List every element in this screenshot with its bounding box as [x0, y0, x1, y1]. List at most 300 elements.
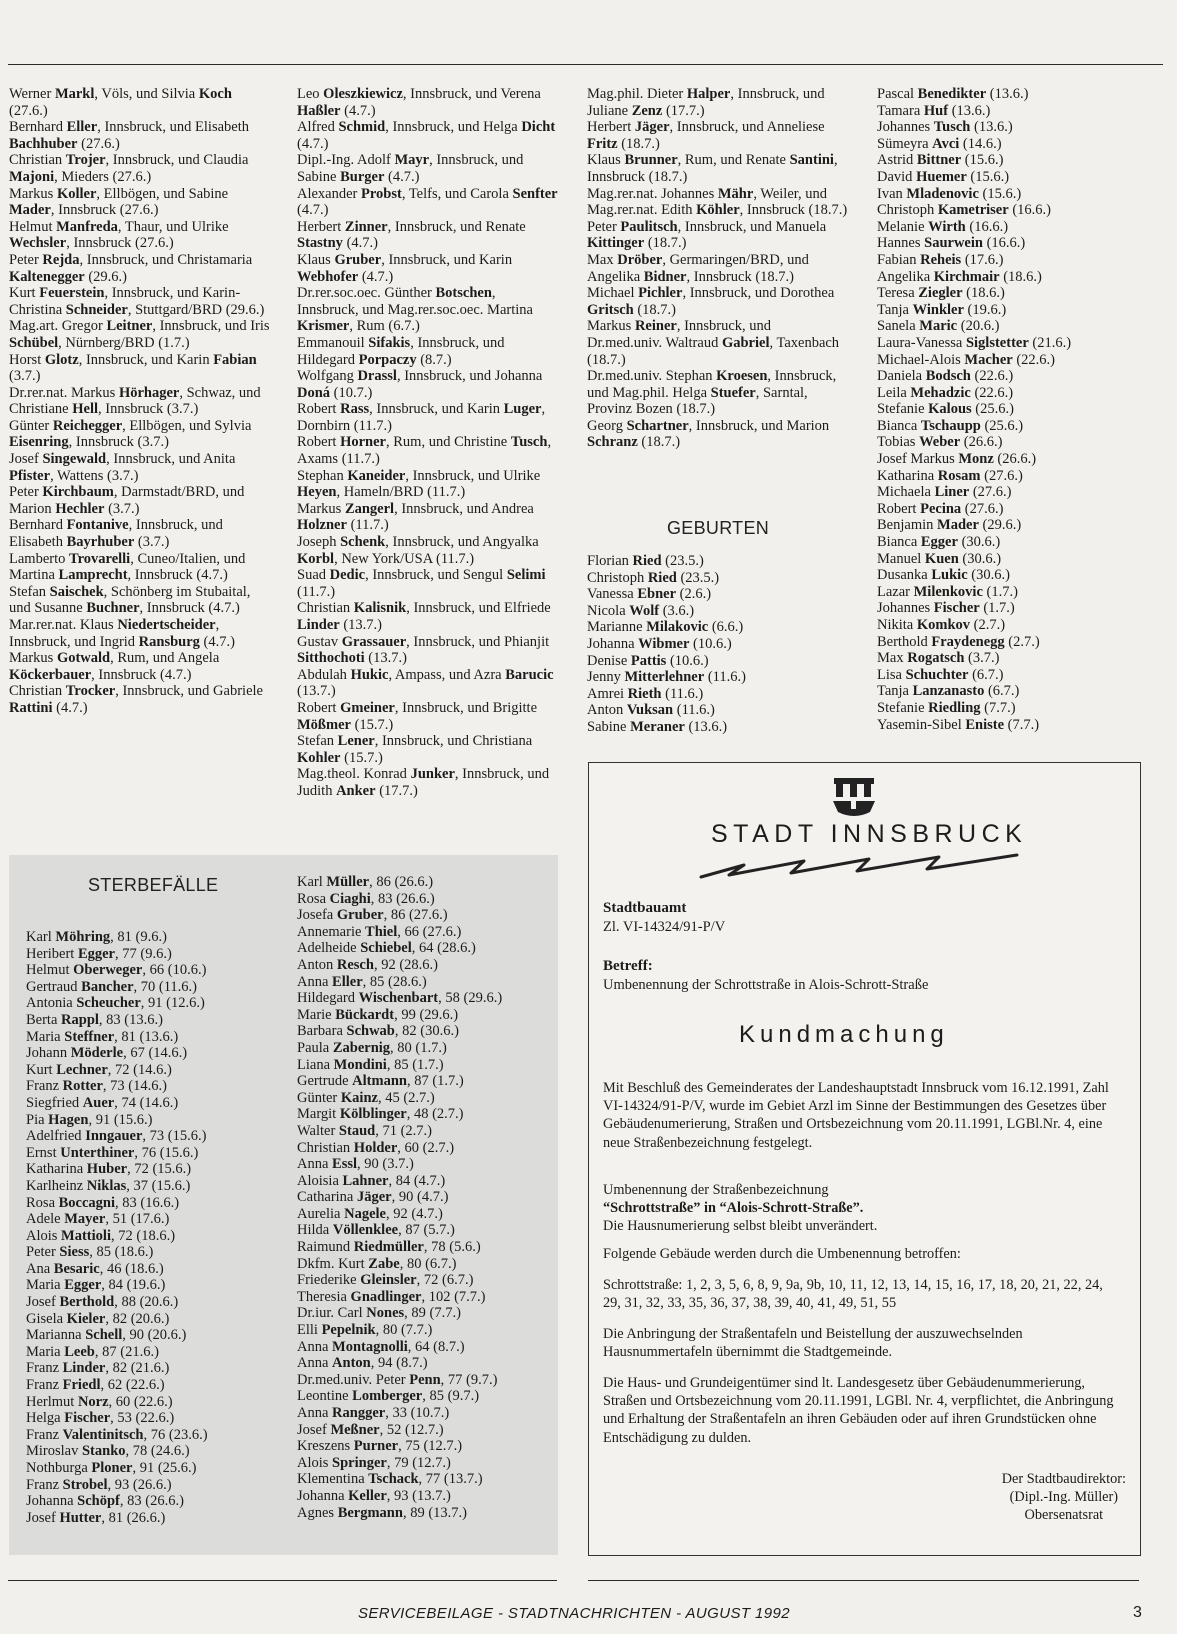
text-fragment: Manuel: [877, 550, 925, 567]
text-fragment: , Wattens (3.7.): [50, 467, 139, 484]
text-fragment: Miroslav: [26, 1443, 82, 1460]
text-fragment: , 37 (15.6.): [126, 1177, 191, 1194]
surname: Köhler: [696, 202, 740, 219]
text-fragment: Josef: [297, 1421, 331, 1438]
surname: Pepelnik: [321, 1322, 376, 1339]
text-fragment: , Dornbirn (11.7.): [297, 401, 546, 434]
text-fragment: Amrei: [587, 685, 628, 702]
surname: Fraydenegg: [931, 633, 1005, 650]
death-entry: [297, 1388, 557, 1405]
text-fragment: Rosa: [26, 1194, 59, 1211]
surname: Wischenbart: [358, 990, 439, 1007]
text-fragment: , 77 (9.6.): [114, 945, 172, 962]
death-entry: [297, 907, 557, 924]
text-fragment: (15.6.): [961, 152, 1004, 169]
deaths-column-1: [26, 929, 281, 1526]
death-entry: [297, 1438, 557, 1455]
text-fragment: Laura-Vanessa: [877, 334, 966, 351]
marriage-entry: [297, 86, 559, 119]
text-fragment: Franz: [26, 1078, 63, 1095]
surname: Köckerbauer: [9, 666, 92, 683]
text-fragment: Dusanka: [877, 567, 932, 584]
surname: Vuksan: [626, 702, 674, 719]
text-fragment: (6.6.): [708, 619, 744, 636]
death-entry: [26, 1477, 281, 1494]
text-fragment: , Ellbögen, und Sylvia: [122, 417, 252, 434]
text-fragment: Jenny: [587, 669, 625, 686]
text-fragment: Teresa: [877, 285, 919, 302]
death-entry: [26, 1294, 281, 1311]
surname: Brunner: [624, 152, 678, 169]
death-entry: [26, 962, 281, 979]
reference-number: Zl. VI-14324/91-P/V: [603, 919, 726, 935]
surname: Montagnolli: [332, 1338, 408, 1355]
surname: Niklas: [86, 1177, 127, 1194]
text-fragment: Sümeyra: [877, 135, 933, 152]
surname: Maric: [919, 318, 958, 335]
text-fragment: (29.6.): [978, 517, 1022, 534]
text-fragment: , Innsbruck, und Iris: [152, 318, 270, 335]
surname: Rosam: [937, 467, 981, 484]
death-entry: [26, 1029, 281, 1046]
birth-entry: [877, 219, 1167, 236]
marriages-column-2: [297, 86, 559, 800]
text-fragment: , Innsbruck, und Elisabeth: [9, 517, 223, 551]
birth-entry: [877, 517, 1167, 534]
text-fragment: (17.7.): [375, 782, 418, 799]
subject-label: Betreff:: [603, 958, 653, 974]
text-fragment: , Innsbruck (4.7.): [139, 600, 240, 617]
text-fragment: , 87 (5.7.): [398, 1222, 455, 1239]
marriage-entry: [587, 152, 849, 185]
footer-text: SERVICEBEILAGE - STADTNACHRICHTEN - AUGUST 1992: [358, 1605, 790, 1622]
death-entry: [297, 1488, 557, 1505]
text-fragment: Kreszens: [297, 1438, 354, 1455]
marriage-entry: [297, 501, 559, 534]
marriage-entry: [297, 335, 559, 368]
text-fragment: Pascal: [877, 86, 918, 102]
surname: Glotz: [44, 351, 79, 368]
marriage-entry: [297, 534, 559, 567]
surname: Kametriser: [937, 202, 1009, 219]
text-fragment: Aurelia: [297, 1205, 345, 1222]
surname: Scheucher: [76, 995, 141, 1012]
text-fragment: (3.7.): [964, 650, 1000, 667]
surname: Doná: [297, 384, 331, 401]
text-fragment: Melanie: [877, 218, 929, 235]
surname: Mayr: [394, 152, 430, 169]
text-fragment: , 91 (25.6.): [132, 1460, 197, 1476]
surname: Siglstetter: [965, 334, 1029, 351]
text-fragment: Adelheide: [297, 940, 361, 957]
surname: Tusch: [933, 119, 971, 136]
text-fragment: Bernhard: [9, 119, 67, 136]
marriage-entry: [297, 667, 559, 700]
text-fragment: (20.6.): [957, 318, 1000, 335]
death-entry: [297, 1189, 557, 1206]
surname: Nones: [366, 1305, 405, 1322]
text-fragment: , 83 (16.6.): [115, 1194, 180, 1211]
text-fragment: , Schwaz, und Christiane: [9, 384, 261, 418]
marriage-entry: [9, 617, 271, 650]
text-fragment: Agnes: [297, 1504, 338, 1521]
surname: Benedikter: [917, 86, 987, 102]
text-fragment: (13.7.): [339, 617, 382, 633]
text-fragment: (27.6.): [969, 484, 1012, 501]
text-fragment: Mag.theol. Konrad: [297, 766, 411, 783]
death-entry: [26, 1078, 281, 1095]
notice-paragraph-4: Schrottstraße: 1, 2, 3, 5, 6, 8, 9, 9a, 9b, 10, 11, 12, 13, 14, 15, 16, 17, 18, 20, 21, 22, 24, 29, 31, 32, 33, 35, 36, 37, 38, 39, 40, 41, 49, 51, 55: [603, 1277, 1103, 1312]
text-fragment: Sanela: [877, 318, 920, 335]
text-fragment: Robert: [297, 434, 341, 451]
surname: Milenkovic: [913, 583, 983, 600]
surname: Kittinger: [587, 235, 645, 252]
surname: Ransburg: [138, 633, 200, 650]
marriage-entry: [297, 401, 559, 434]
text-fragment: , Innsbruck (27.6.): [50, 202, 159, 219]
text-fragment: Gertrude: [297, 1073, 353, 1090]
surname: Völlenklee: [332, 1222, 399, 1239]
text-fragment: Josef Markus: [877, 451, 959, 468]
text-fragment: , 89 (7.7.): [404, 1305, 461, 1322]
death-entry: [26, 1493, 281, 1510]
birth-entry: [587, 570, 849, 587]
surname: Altmann: [352, 1073, 407, 1090]
surname: Holzner: [297, 517, 347, 534]
surname: Kirchmair: [933, 268, 1000, 285]
surname: Markl: [54, 86, 95, 102]
surname: Komkov: [916, 617, 971, 633]
text-fragment: , 73 (14.6.): [102, 1078, 167, 1095]
marriage-entry: [9, 219, 271, 252]
marriage-entry: [9, 517, 271, 550]
text-fragment: Benjamin: [877, 517, 938, 534]
surname: Bachhuber: [9, 135, 78, 152]
text-fragment: Berta: [26, 1011, 62, 1028]
marriage-entry: [9, 152, 271, 185]
surname: Probst: [361, 185, 402, 202]
text-fragment: , 71 (2.7.): [375, 1122, 432, 1139]
surname: Schenk: [340, 534, 386, 551]
text-fragment: Johanna: [587, 635, 639, 652]
surname: Zinner: [344, 218, 388, 235]
text-fragment: , 72 (15.6.): [127, 1161, 192, 1178]
text-fragment: Klementina: [297, 1471, 369, 1488]
text-fragment: , Innsbruck, und Brigitte: [394, 699, 538, 716]
text-fragment: Franz: [26, 1476, 63, 1493]
surname: Keller: [348, 1487, 387, 1504]
surname: Mayer: [64, 1211, 106, 1228]
text-fragment: (3.7.): [104, 500, 140, 517]
text-fragment: (3.7.): [134, 534, 170, 551]
marriage-entry: [297, 219, 559, 252]
text-fragment: , Innsbruck, und Gabriele: [115, 683, 263, 700]
text-fragment: Leo: [297, 86, 324, 102]
text-fragment: Mar.rer.nat. Klaus: [9, 617, 118, 633]
text-fragment: , 93 (13.7.): [386, 1487, 451, 1504]
surname: Boccagni: [58, 1194, 116, 1211]
text-fragment: Walter: [297, 1122, 339, 1139]
text-fragment: Paula: [297, 1039, 333, 1056]
death-entry: [297, 1123, 557, 1140]
surname: Halper: [686, 86, 731, 102]
surname: Jäger: [357, 1189, 392, 1206]
text-fragment: (29.6.): [84, 268, 127, 285]
text-fragment: , 76 (23.6.): [143, 1426, 208, 1443]
surname: Gabriel: [721, 334, 770, 351]
text-fragment: , Innsbruck, und Phianjit: [406, 633, 550, 650]
surname: Liner: [934, 484, 970, 501]
text-fragment: Hilda: [297, 1222, 333, 1239]
text-fragment: Herbert: [587, 119, 635, 136]
text-fragment: Markus: [9, 650, 57, 667]
text-fragment: Dkfm. Kurt: [297, 1255, 369, 1272]
text-fragment: Lamberto: [9, 550, 69, 567]
birth-entry: [877, 302, 1167, 319]
surname: Gnadlinger: [350, 1288, 422, 1305]
text-fragment: (2.6.): [676, 586, 712, 603]
text-fragment: , 78 (24.6.): [125, 1443, 190, 1460]
death-entry: [26, 929, 281, 946]
text-fragment: , 86 (26.6.): [369, 874, 434, 890]
death-entry: [26, 1195, 281, 1212]
signature-title: Der Stadtbaudirektor:: [1001, 1471, 1126, 1487]
death-entry: [297, 1040, 557, 1057]
text-fragment: Margit: [297, 1106, 340, 1123]
death-entry: [297, 1305, 557, 1322]
surname: Eniste: [965, 716, 1005, 733]
death-entry: [26, 1261, 281, 1278]
text-fragment: (27.6.): [980, 467, 1023, 484]
surname: Hechler: [55, 500, 105, 517]
birth-entry: [587, 586, 849, 603]
text-fragment: (17.6.): [961, 251, 1004, 268]
death-entry: [26, 1211, 281, 1228]
text-fragment: Bernhard: [9, 517, 67, 534]
text-fragment: (26.6.): [960, 434, 1003, 451]
signature-block: [1002, 1470, 1126, 1525]
text-fragment: , Innsbruck, und Hildegard: [297, 334, 505, 368]
text-fragment: Stefanie: [877, 401, 929, 418]
text-fragment: , Stuttgard/BRD (29.6.): [127, 301, 265, 318]
birth-entry: [877, 401, 1167, 418]
birth-entry: [587, 636, 849, 653]
surname: Schmid: [338, 119, 386, 136]
text-fragment: , Innsbruck, und Christiana: [374, 733, 533, 750]
text-fragment: Franz: [26, 1360, 63, 1377]
surname: Egger: [77, 945, 115, 962]
text-fragment: , Innsbruck, und Verena: [402, 86, 541, 102]
text-fragment: , Cuneo/Italien, und Martina: [9, 550, 246, 584]
births-column-2: [877, 86, 1167, 733]
surname: Eisenring: [9, 434, 69, 451]
subject-text: Umbenennung der Schrottstraße in Alois-Schrott-Straße: [603, 977, 929, 993]
surname: Müller: [326, 874, 370, 890]
death-entry: [297, 1422, 557, 1439]
marriage-entry: [587, 252, 849, 285]
birth-entry: [877, 617, 1167, 634]
text-fragment: Stefanie: [877, 699, 929, 716]
death-entry: [26, 1377, 281, 1394]
text-fragment: (30.6.): [957, 534, 1001, 551]
birth-entry: [877, 136, 1167, 153]
text-fragment: (10.6.): [666, 652, 709, 669]
text-fragment: Johanna: [26, 1493, 78, 1510]
text-fragment: Maria: [26, 1277, 65, 1294]
text-fragment: Christoph: [877, 202, 938, 219]
text-fragment: Max: [877, 650, 908, 667]
text-fragment: Yasemin-Sibel: [877, 716, 966, 733]
notice-paragraph-2-line-3: Die Hausnumerierung selbst bleibt unverändert.: [603, 1218, 878, 1235]
text-fragment: , Taxenbach (18.7.): [587, 334, 840, 368]
text-fragment: , Innsbruck, und Mag.rer.soc.oec. Martina: [297, 285, 533, 318]
text-fragment: , Völs, und Silvia: [94, 86, 199, 102]
text-fragment: (15.7.): [350, 716, 394, 733]
surname: Norz: [77, 1393, 109, 1410]
surname: Schuchter: [905, 666, 969, 683]
surname: Krismer: [297, 318, 350, 335]
marriage-entry: [297, 600, 559, 633]
surname: Wolf: [629, 602, 660, 619]
text-fragment: (4.7.): [297, 202, 329, 219]
surname: Feuerstein: [39, 285, 105, 302]
text-fragment: , 81 (26.6.): [101, 1509, 166, 1526]
marriage-entry: [587, 285, 849, 318]
surname: Kieler: [66, 1310, 106, 1327]
surname: Koch: [198, 86, 232, 102]
marriage-entry: [297, 766, 559, 799]
text-fragment: Anna: [297, 973, 333, 990]
surname: Lener: [337, 733, 375, 750]
birth-entry: [877, 252, 1167, 269]
text-fragment: , Innsbruck (3.7.): [68, 434, 169, 451]
text-fragment: (23.5.): [661, 553, 704, 569]
surname: Senfter: [512, 185, 558, 202]
text-fragment: (2.7.): [970, 617, 1006, 633]
marriage-entry: [587, 418, 849, 451]
text-fragment: (25.6.): [971, 401, 1014, 418]
marriage-entry: [297, 634, 559, 667]
text-fragment: , 91 (15.6.): [88, 1111, 153, 1128]
birth-entry: [587, 619, 849, 636]
death-entry: [297, 1239, 557, 1256]
surname: Tschaupp: [920, 417, 981, 434]
surname: Schranz: [587, 434, 638, 451]
surname: Rass: [340, 401, 370, 418]
text-fragment: Daniela: [877, 368, 926, 385]
birth-entry: [877, 352, 1167, 369]
death-entry: [297, 940, 557, 957]
death-entry: [26, 1012, 281, 1029]
text-fragment: , 91 (12.6.): [140, 995, 205, 1012]
text-fragment: Klaus: [297, 251, 335, 268]
deaths-column-2: [297, 874, 557, 1521]
text-fragment: , 83 (26.6.): [370, 890, 435, 907]
text-fragment: Alexander: [297, 185, 362, 202]
text-fragment: Astrid: [877, 152, 917, 169]
text-fragment: , 66 (27.6.): [397, 923, 462, 940]
text-fragment: (18.7.): [617, 135, 660, 152]
surname: Lechner: [56, 1061, 108, 1078]
text-fragment: , 88 (20.6.): [114, 1294, 179, 1311]
text-fragment: (7.7.): [980, 699, 1016, 716]
text-fragment: (16.6.): [1008, 202, 1051, 219]
surname: Sitthochoti: [297, 650, 365, 667]
text-fragment: Anna: [297, 1405, 333, 1421]
surname: Kroesen: [716, 368, 768, 385]
birth-entry: [877, 634, 1167, 651]
birth-entry: [877, 103, 1167, 120]
text-fragment: (16.6.): [982, 235, 1026, 252]
births-column-1: [587, 553, 849, 736]
text-fragment: , 81 (9.6.): [110, 929, 167, 945]
death-entry: [297, 1505, 557, 1522]
death-entry: [26, 1062, 281, 1079]
text-fragment: , Innsbruck, und Karin: [381, 251, 513, 268]
death-entry: [297, 974, 557, 991]
birth-entry: [877, 600, 1167, 617]
surname: Lukic: [931, 567, 968, 584]
text-fragment: Catharina: [297, 1189, 357, 1206]
text-fragment: , 45 (2.7.): [377, 1089, 435, 1106]
text-fragment: , 53 (22.6.): [110, 1410, 175, 1427]
text-fragment: (2.7.): [1004, 633, 1040, 650]
top-rule: [8, 64, 1163, 65]
text-fragment: (13.6.): [986, 86, 1029, 102]
birth-entry: [877, 385, 1167, 402]
text-fragment: Josef: [26, 1294, 60, 1311]
text-fragment: (27.6.): [77, 135, 120, 152]
marriage-entry: [9, 86, 271, 119]
marriage-entry: [9, 186, 271, 219]
text-fragment: Tanja: [877, 301, 913, 318]
surname: Mader: [937, 517, 979, 534]
text-fragment: Alois: [26, 1227, 62, 1244]
surname: Luger: [503, 401, 542, 418]
birth-entry: [877, 717, 1167, 734]
text-fragment: Ivan: [877, 185, 907, 202]
birth-entry: [877, 335, 1167, 352]
surname: Zenz: [631, 102, 663, 119]
surname: Kuen: [924, 550, 959, 567]
death-entry: [26, 1128, 281, 1145]
text-fragment: (10.7.): [330, 384, 373, 401]
surname: Rogatsch: [907, 650, 965, 667]
surname: Kaltenegger: [9, 268, 85, 285]
text-fragment: Markus: [587, 318, 635, 335]
text-fragment: , 83 (13.6.): [98, 1011, 163, 1028]
death-entry: [26, 1394, 281, 1411]
text-fragment: , Sarntal, Provinz Bozen (18.7.): [587, 384, 808, 418]
text-fragment: , 84 (19.6.): [101, 1277, 166, 1294]
marriage-entry: [297, 285, 559, 335]
text-fragment: Marianna: [26, 1327, 86, 1344]
surname: Junker: [410, 766, 455, 783]
text-fragment: , Innsbruck, und Ingrid: [9, 617, 220, 650]
surname: Dedic: [329, 567, 366, 584]
marriage-entry: [587, 219, 849, 252]
text-fragment: Michael: [587, 285, 639, 302]
surname: Linder: [297, 617, 340, 633]
marriage-entry: [9, 318, 271, 351]
marriage-entry: [297, 119, 559, 152]
death-entry: [297, 1272, 557, 1289]
text-fragment: Markus: [297, 500, 345, 517]
text-fragment: , Innsbruck, und Andrea: [394, 500, 534, 517]
text-fragment: , 64 (28.6.): [411, 940, 476, 957]
surname: Purner: [353, 1438, 399, 1455]
surname: Mader: [9, 202, 51, 219]
